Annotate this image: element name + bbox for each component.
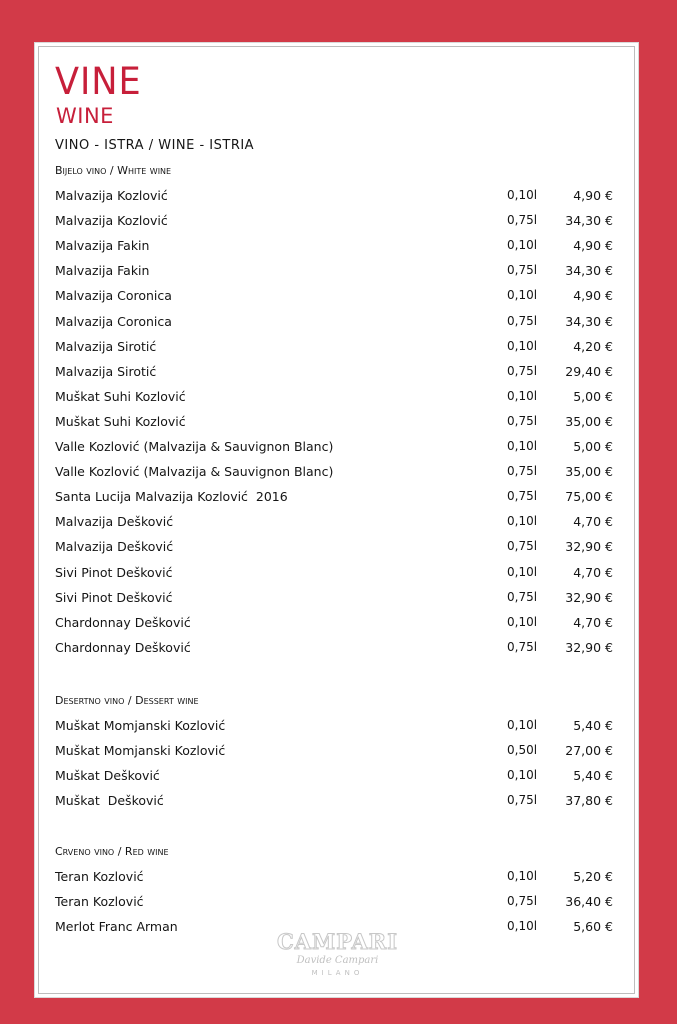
item-volume: 0,75l <box>507 363 538 378</box>
item-price: 34,30 € <box>565 313 613 329</box>
item-name: Muškat Momjanski Kozlović <box>55 743 226 759</box>
item-price: 4,90 € <box>573 238 613 254</box>
menu-item-row <box>35 238 640 258</box>
item-volume: 0,50l <box>507 743 538 758</box>
item-volume: 0,75l <box>507 413 538 428</box>
item-price: 5,40 € <box>573 768 613 784</box>
item-volume: 0,75l <box>507 793 538 808</box>
item-price: 4,90 € <box>573 188 613 203</box>
item-price: 37,80 € <box>565 793 613 809</box>
item-volume: 0,10l <box>507 238 538 253</box>
menu-item-row <box>35 389 640 409</box>
item-volume: 0,10l <box>507 919 538 934</box>
item-volume: 0,10l <box>507 188 538 202</box>
item-volume: 0,10l <box>507 338 538 353</box>
item-price: 29,40 € <box>565 363 613 379</box>
item-name: Muškat Dešković <box>55 793 164 809</box>
logo-signature: Davide Campari <box>296 955 379 966</box>
menu-item-row <box>35 489 640 509</box>
item-name: Valle Kozlović (Malvazija & Sauvignon Blanc) <box>55 439 334 454</box>
menu-item-row <box>35 565 640 585</box>
item-volume: 0,10l <box>507 869 538 883</box>
item-name: Chardonnay Dešković <box>55 639 191 655</box>
item-name: Valle Kozlović (Malvazija & Sauvignon Blanc) <box>55 464 334 480</box>
item-price: 35,00 € <box>565 413 613 429</box>
item-name: Teran Kozlović <box>55 869 144 884</box>
item-name: Muškat Dešković <box>55 768 160 784</box>
menu-item-row <box>35 869 640 889</box>
item-price: 32,90 € <box>565 589 613 605</box>
item-volume: 0,75l <box>507 464 538 479</box>
item-name: Sivi Pinot Dešković <box>55 564 173 580</box>
item-price: 27,00 € <box>565 743 613 759</box>
item-volume: 0,75l <box>507 639 538 654</box>
item-volume: 0,75l <box>507 589 538 604</box>
item-volume: 0,10l <box>507 288 538 303</box>
section-heading: Desertno vino / Dessert wine <box>55 694 199 707</box>
item-name: Teran Kozlović <box>55 894 144 910</box>
item-price: 5,60 € <box>573 919 613 935</box>
item-volume: 0,75l <box>507 213 538 228</box>
menu-item-row <box>35 464 640 484</box>
item-volume: 0,75l <box>507 263 538 278</box>
item-volume: 0,75l <box>507 313 538 328</box>
item-name: Malvazija Kozlović <box>55 213 168 229</box>
region-heading: VINO - ISTRA / WINE - ISTRIA <box>55 138 255 153</box>
menu-item-row <box>35 339 640 359</box>
item-price: 32,90 € <box>565 539 613 555</box>
logo-city: MILANO <box>311 969 364 977</box>
item-price: 5,20 € <box>573 869 613 884</box>
item-price: 4,90 € <box>573 288 613 304</box>
item-name: Sivi Pinot Dešković <box>55 589 173 605</box>
menu-item-row <box>35 514 640 534</box>
item-price: 4,20 € <box>573 338 613 354</box>
item-volume: 0,10l <box>507 514 538 529</box>
item-volume: 0,10l <box>507 439 538 453</box>
section-heading: Crveno vino / Red wine <box>55 845 169 858</box>
campari-logo <box>35 930 640 978</box>
item-price: 36,40 € <box>565 894 613 910</box>
item-price: 35,00 € <box>565 464 613 480</box>
item-volume: 0,10l <box>507 718 538 732</box>
menu-item-row <box>35 539 640 559</box>
menu-item-row <box>35 615 640 635</box>
item-name: Malvazija Fakin <box>55 263 150 279</box>
item-name: Malvazija Kozlović <box>55 188 168 203</box>
menu-item-row <box>35 263 640 283</box>
menu-item-row <box>35 640 640 660</box>
item-name: Santa Lucija Malvazija Kozlović 2016 <box>55 489 288 505</box>
page-subtitle: WINE <box>56 104 114 128</box>
item-price: 4,70 € <box>573 614 613 630</box>
menu-item-row <box>35 743 640 763</box>
item-name: Chardonnay Dešković <box>55 614 191 630</box>
item-name: Malvazija Fakin <box>55 238 150 254</box>
menu-item-row <box>35 793 640 813</box>
menu-item-row <box>35 718 640 738</box>
menu-item-row <box>35 188 640 208</box>
item-price: 4,70 € <box>573 564 613 580</box>
menu-item-row <box>35 590 640 610</box>
item-volume: 0,10l <box>507 388 538 403</box>
item-name: Muškat Suhi Kozlović <box>55 413 186 429</box>
item-price: 32,90 € <box>565 639 613 655</box>
item-name: Malvazija Sirotić <box>55 338 157 354</box>
menu-page <box>34 42 639 998</box>
menu-item-row <box>35 314 640 334</box>
item-price: 5,40 € <box>573 718 613 733</box>
item-volume: 0,10l <box>507 614 538 629</box>
menu-item-row <box>35 439 640 459</box>
menu-item-row <box>35 414 640 434</box>
item-name: Muškat Momjanski Kozlović <box>55 718 226 733</box>
item-name: Malvazija Dešković <box>55 514 174 530</box>
item-name: Muškat Suhi Kozlović <box>55 388 186 404</box>
item-volume: 0,75l <box>507 894 538 909</box>
item-name: Malvazija Coronica <box>55 288 172 304</box>
item-price: 34,30 € <box>565 263 613 279</box>
item-volume: 0,75l <box>507 539 538 554</box>
menu-item-row <box>35 768 640 788</box>
item-name: Merlot Franc Arman <box>55 919 178 935</box>
item-name: Malvazija Sirotić <box>55 363 157 379</box>
item-price: 4,70 € <box>573 514 613 530</box>
page-title: VINE <box>55 60 142 103</box>
item-price: 5,00 € <box>573 439 613 454</box>
menu-item-row <box>35 288 640 308</box>
logo-brand: CAMPARI <box>276 929 399 954</box>
menu-item-row <box>35 213 640 233</box>
menu-item-row <box>35 364 640 384</box>
item-volume: 0,75l <box>507 489 538 504</box>
item-price: 5,00 € <box>573 388 613 404</box>
menu-item-row <box>35 894 640 914</box>
item-price: 34,30 € <box>565 213 613 229</box>
item-price: 75,00 € <box>565 489 613 505</box>
item-name: Malvazija Dešković <box>55 539 174 555</box>
item-volume: 0,10l <box>507 768 538 783</box>
item-volume: 0,10l <box>507 564 538 579</box>
item-name: Malvazija Coronica <box>55 313 172 329</box>
section-heading: Bijelo vino / White wine <box>55 164 172 177</box>
